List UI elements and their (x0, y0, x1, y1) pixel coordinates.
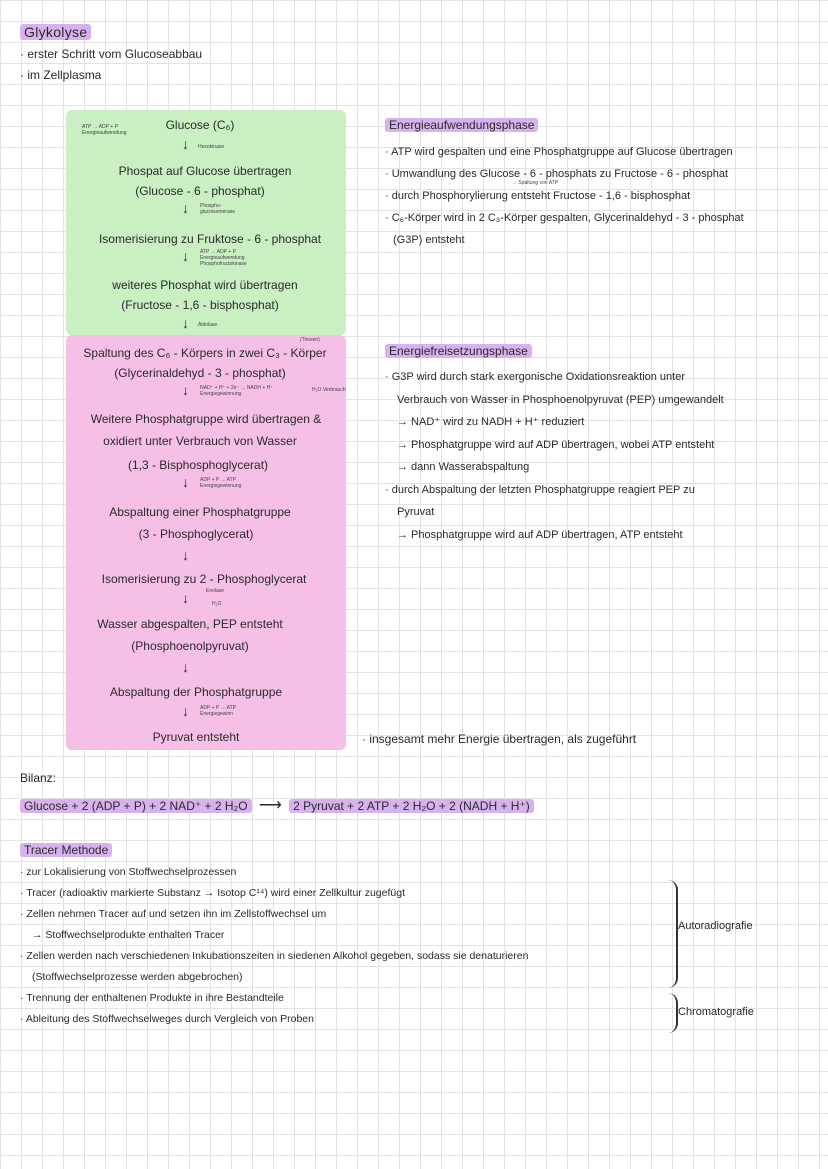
phase2-line: → dann Wasserabspaltung (397, 461, 530, 473)
flow-arrow: ↓ (182, 136, 189, 152)
phase2-title: Energiefreisetzungsphase (385, 344, 532, 358)
flow-step: Phospat auf Glucose übertragen (118, 164, 292, 178)
flow-step: (Glucose - 6 - phosphat) (135, 184, 265, 198)
phase1-bullet: · C₆-Körper wird in 2 C₃-Körper gespalten, Glycerinaldehyd - 3 - phosphat (385, 212, 744, 224)
tracer-line: · Trennung der enthaltenen Produkte in ihre Bestandteile (20, 992, 284, 1004)
header-bullet: · erster Schritt vom Glucoseabbau (20, 47, 203, 61)
tracer-line: · Tracer (radioaktiv markierte Substanz → Isotop C¹⁴) wird einer Zellkultur zugefügt (20, 887, 405, 899)
triosen-note: (Triosen) (300, 337, 320, 343)
page-title: Glykolyse (20, 24, 91, 40)
flow-step: Abspaltung der Phosphatgruppe (109, 685, 283, 699)
bilanz-arrow: ⟶ (258, 797, 282, 814)
brace-label: Chromatografie (678, 1006, 754, 1018)
tracer-line: · Zellen werden nach verschiedenen Inkubationszeiten in siedenen Alkohol gegeben, sodass sie denaturieren (20, 950, 529, 962)
enzyme-label: Aldolase (198, 322, 218, 328)
phase2-list (385, 366, 724, 546)
enzyme-label: ADP + P → ATP Energiegewinn (200, 705, 236, 717)
brace-chromatografie (666, 993, 678, 1033)
phase2-line: · durch Abspaltung der letzten Phosphatgruppe reagiert PEP zu (385, 483, 695, 496)
flow-arrow: ↓ (182, 659, 189, 675)
phase2-line: Verbrauch von Wasser in Phosphoenolpyruvat (PEP) umgewandelt (397, 393, 724, 406)
phase2-line: → Phosphatgruppe wird auf ADP übertragen, wobei ATP entsteht (397, 438, 715, 451)
flow-arrow: ↓ (182, 590, 189, 606)
spaltung-note: → Spaltung von ATP (512, 180, 559, 186)
bilanz-label: Bilanz: (20, 771, 57, 785)
phase1-bullet: · ATP wird gespalten und eine Phosphatgruppe auf Glucose übertragen (385, 146, 733, 158)
flow-step: (Phosphoenolpyruvat) (131, 639, 249, 653)
flow-arrow: ↓ (182, 474, 189, 490)
flow-arrow: ↓ (182, 547, 189, 563)
brace-autoradiografie (666, 880, 678, 988)
enzyme-label: NAD⁺ + H⁺ + 2e⁻ → NADH + H⁺ Energiegewinnung (200, 385, 273, 397)
tracer-line: · Ableitung des Stoffwechselweges durch Vergleich von Proben (20, 1013, 314, 1025)
tracer-line: → Stoffwechselprodukte enthalten Tracer (32, 929, 225, 941)
flow-step: (1,3 - Bisphosphoglycerat) (127, 458, 269, 472)
brace-label: Autoradiografie (678, 920, 753, 932)
flow-arrow: ↓ (182, 200, 189, 216)
flow-step: Weitere Phosphatgruppe wird übertragen & (90, 412, 322, 426)
flow-step: Spaltung des C₆ - Körpers in zwei C₃ - Körper (83, 346, 327, 360)
flow-step: Abspaltung einer Phosphatgruppe (109, 505, 291, 519)
tracer-line: (Stoffwechselprozesse werden abgebrochen) (32, 971, 243, 983)
bilanz-equation (20, 795, 534, 815)
tracer-line: · zur Lokalisierung von Stoffwechselprozessen (20, 866, 237, 878)
h2o-note: H₂O Verbrauch (312, 387, 346, 393)
enzyme-label: Phospho- glucoisomerase (200, 203, 236, 215)
enzyme-label: Hexokinase (198, 144, 225, 150)
flow-side-note: ATP → ADP + P Energieaufwendung (82, 124, 127, 136)
enzyme-label: H₂O (212, 601, 222, 607)
flow-step: oxidiert unter Verbrauch von Wasser (103, 434, 297, 448)
phase2-line: → Phosphatgruppe wird auf ADP übertragen, ATP entsteht (397, 528, 683, 541)
enzyme-label: ADP + P → ATP Energiegewinnung (200, 477, 242, 489)
flow-step: Pyruvat entsteht (152, 730, 240, 744)
phase1-bullet: · Umwandlung des Glucose - 6 - phosphats zu Fructose - 6 - phosphat (385, 168, 729, 180)
phase2-line: · G3P wird durch stark exergonische Oxidationsreaktion unter (385, 371, 685, 383)
flow-arrow: ↓ (182, 703, 189, 719)
phase1-list (385, 141, 744, 251)
tracer-line: · Zellen nehmen Tracer auf und setzen ihn im Zellstoffwechsel um (20, 908, 327, 920)
flow-step: (Glycerinaldehyd - 3 - phosphat) (114, 366, 286, 380)
bilanz-left: Glucose + 2 (ADP + P) + 2 NAD⁺ + 2 H₂O (20, 799, 252, 813)
header-bullet: · im Zellplasma (20, 68, 102, 82)
enzyme-label: ATP → ADP + P Energieaufwendung Phosphofructokinase (200, 249, 247, 267)
flow-step: Isomerisierung zu 2 - Phosphoglycerat (101, 572, 307, 586)
flow-arrow: ↓ (182, 248, 189, 264)
bilanz-right: 2 Pyruvat + 2 ATP + 2 H₂O + 2 (NADH + H⁺) (289, 799, 534, 813)
phase2-line: Pyruvat (397, 506, 435, 518)
tracer-title: Tracer Methode (20, 843, 112, 857)
flow-step: weiteres Phosphat wird übertragen (112, 278, 298, 292)
flow-step-glucose: Glucose (C₆) (165, 118, 235, 132)
flow-step: (3 - Phosphoglycerat) (138, 527, 254, 541)
flow-step: (Fructose - 1,6 - bisphosphat) (121, 298, 279, 312)
flow-arrow: ↓ (182, 315, 189, 331)
tracer-list (20, 862, 528, 1030)
phase1-bullet: · durch Phosphorylierung entsteht Fructose - 1,6 - bisphosphat (385, 190, 691, 202)
phase1-title: Energieaufwendungsphase (385, 118, 538, 132)
flow-arrow: ↓ (182, 382, 189, 398)
summary-note: · insgesamt mehr Energie übertragen, als zugeführt (362, 732, 637, 746)
enzyme-label: Enolase (206, 588, 225, 594)
phase1-continuation: (G3P) entsteht (393, 234, 465, 246)
flow-step: Isomerisierung zu Fruktose - 6 - phosphat (98, 232, 322, 246)
phase2-line: → NAD⁺ wird zu NADH + H⁺ reduziert (397, 416, 585, 428)
flow-step: Wasser abgespalten, PEP entsteht (97, 617, 283, 631)
